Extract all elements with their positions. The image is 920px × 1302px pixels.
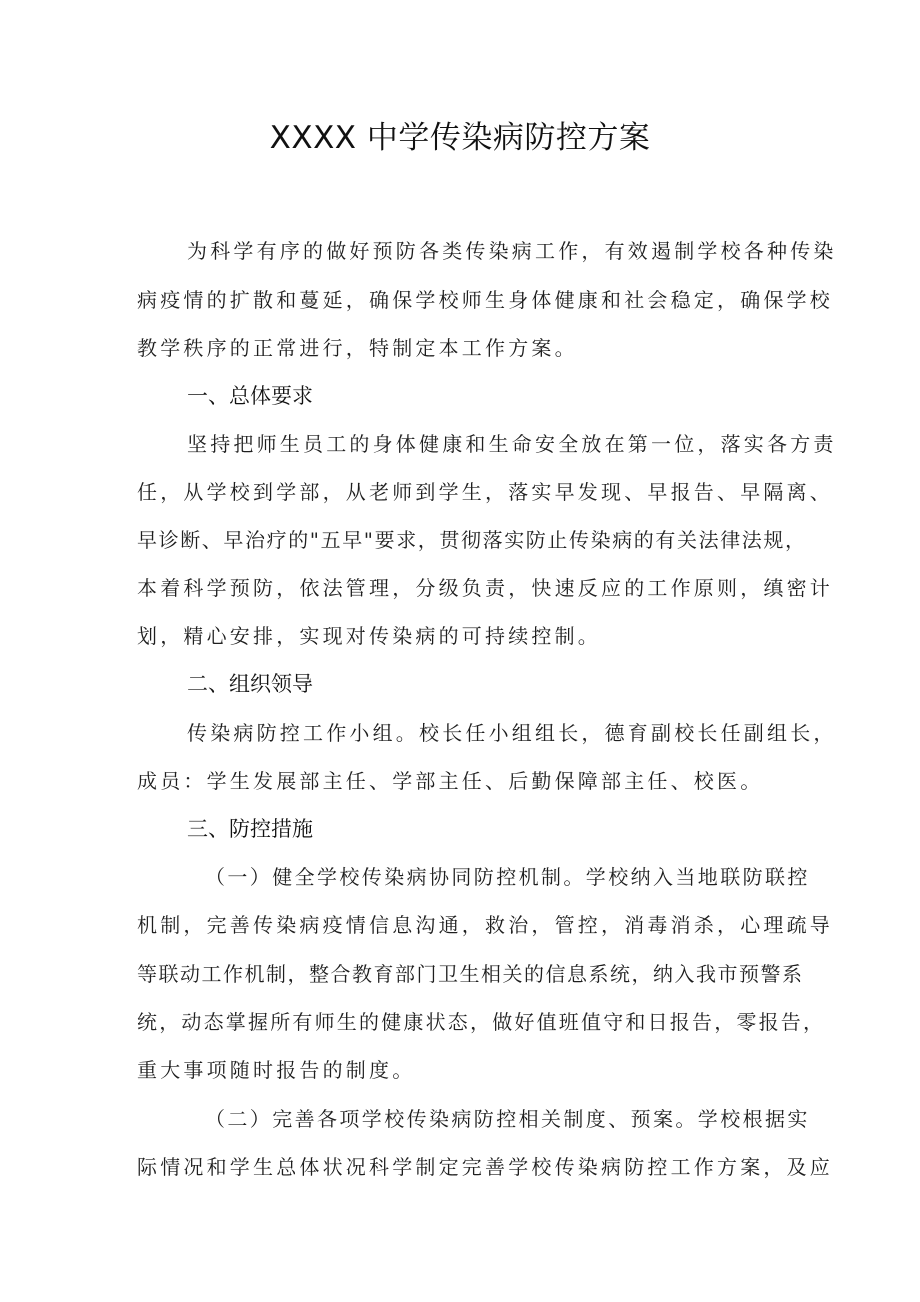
section-3-heading: 三、防控措施: [187, 817, 313, 841]
section-3-item-2-line-2: 际情况和学生总体状况科学制定完善学校传染病防控工作方案，及应: [137, 1155, 833, 1179]
section-3-item-1-line-2: 机制，完善传染病疫情信息沟通，救治，管控，消毒消杀，心理疏导: [137, 913, 833, 937]
section-3-item-1-line-3: 等联动工作机制，整合教育部门卫生相关的信息系统，纳入我市预警系: [137, 962, 804, 986]
section-1-heading: 一、总体要求: [187, 384, 313, 408]
section-2-line-1: 传染病防控工作小组。校长任小组组长，德育副校长任副组长，: [187, 721, 837, 745]
section-1-line-4: 本着科学预防，依法管理，分级负责，快速反应的工作原则，缜密计: [137, 576, 833, 600]
section-2-line-2: 成员：学生发展部主任、学部主任、后勤保障部主任、校医。: [137, 769, 764, 793]
section-1-line-2: 任，从学校到学部，从老师到学生，落实早发现、早报告、早隔离、: [137, 480, 833, 504]
section-3-item-1-line-5: 重大事项随时报告的制度。: [137, 1058, 416, 1082]
section-3-item-1-line-4: 统，动态掌握所有师生的健康状态，做好值班值守和日报告，零报告，: [137, 1010, 826, 1034]
section-3-item-2-line-1: （二）完善各项学校传染病防控相关制度、预案。学校根据实: [205, 1107, 810, 1131]
section-1-line-3: 早诊断、早治疗的"五早"要求，贯彻落实防止传染病的有关法律法规，: [137, 528, 807, 552]
section-2-heading: 二、组织领导: [187, 672, 313, 696]
intro-line-2: 病疫情的扩散和蔓延，确保学校师生身体健康和社会稳定，确保学校: [137, 288, 833, 312]
document-title: XXXX 中学传染病防控方案: [269, 120, 651, 156]
intro-line-1: 为科学有序的做好预防各类传染病工作，有效遏制学校各种传染: [187, 239, 837, 263]
section-3-item-1-line-1: （一）健全学校传染病协同防控机制。学校纳入当地联防联控: [205, 865, 810, 889]
section-1-line-1: 坚持把师生员工的身体健康和生命安全放在第一位，落实各方责: [187, 432, 837, 456]
intro-line-3: 教学秩序的正常进行，特制定本工作方案。: [137, 336, 578, 360]
section-1-line-5: 划，精心安排，实现对传染病的可持续控制。: [137, 624, 601, 648]
